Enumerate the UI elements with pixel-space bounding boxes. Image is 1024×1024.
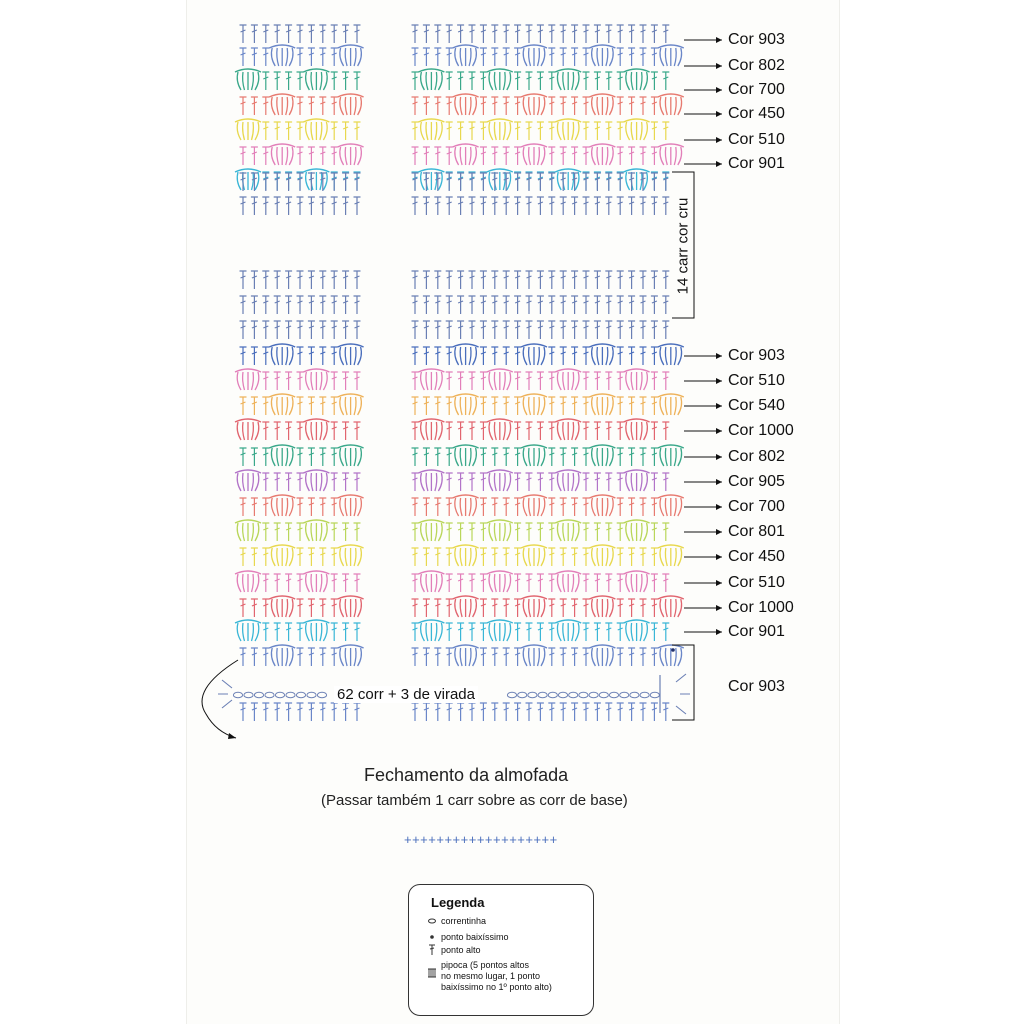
row-bottom-8 xyxy=(240,545,684,566)
label-bottom-2: Cor 540 xyxy=(728,397,785,414)
legend-item-popcorn-2: no mesmo lugar, 1 ponto xyxy=(441,971,541,981)
arrow-bottom-8-head xyxy=(716,554,722,560)
label-bottom-0: Cor 903 xyxy=(728,347,785,364)
arrow-top-2-head xyxy=(716,87,722,93)
row-top-4 xyxy=(240,144,684,165)
turn-arrow xyxy=(202,660,238,738)
label-top-0: Cor 903 xyxy=(728,31,785,48)
row-bottom-10 xyxy=(240,596,684,617)
row-bottom-9 xyxy=(235,571,669,592)
legend-item-chain: correntinha xyxy=(441,916,487,926)
legend-box xyxy=(408,884,594,1016)
row-bottom-3 xyxy=(235,419,669,440)
label-bottom-5: Cor 905 xyxy=(728,473,785,490)
legend-item-popcorn-1: pipoca (5 pontos altos xyxy=(441,960,530,970)
row-top-plain-3 xyxy=(240,197,670,215)
chain-icon xyxy=(427,915,437,927)
label-bottom-11: Cor 901 xyxy=(728,623,785,640)
arrow-top-3-head xyxy=(716,111,722,117)
label-bottom-7: Cor 801 xyxy=(728,523,785,540)
row-bottom-plain-3 xyxy=(240,321,670,339)
legend-item-double-crochet: ponto alto xyxy=(441,945,481,955)
arrow-bottom-1-head xyxy=(716,378,722,384)
label-bottom-6: Cor 700 xyxy=(728,498,785,515)
label-bottom-10: Cor 1000 xyxy=(728,599,794,616)
popcorn-icon xyxy=(427,967,437,979)
arrow-top-1-head xyxy=(716,63,722,69)
row-bottom-5 xyxy=(235,470,669,491)
label-bottom-4: Cor 802 xyxy=(728,448,785,465)
label-top-4: Cor 510 xyxy=(728,131,785,148)
legend-item-popcorn-3: baixíssimo no 1º ponto alto) xyxy=(441,982,552,992)
arrow-bottom-11-head xyxy=(716,629,722,635)
row-bottom-6 xyxy=(240,495,684,516)
side-bracket-label xyxy=(672,176,694,316)
row-bottom-plain-1 xyxy=(240,271,670,289)
arrow-bottom-10-head xyxy=(716,605,722,611)
label-top-1: Cor 802 xyxy=(728,57,785,74)
slip-stitch-icon xyxy=(427,931,437,943)
turn-arrow-head xyxy=(228,733,236,739)
arrow-bottom-4-head xyxy=(716,454,722,460)
row-bottom-11 xyxy=(235,620,669,641)
closing-row: +++++++++++++++++++ xyxy=(404,832,558,847)
arrow-bottom-2-head xyxy=(716,403,722,409)
arrow-top-4-head xyxy=(716,137,722,143)
row-bottom-7 xyxy=(235,520,669,541)
row-bottom-1 xyxy=(235,369,669,390)
label-bottom-3: Cor 1000 xyxy=(728,422,794,439)
row-bottom-4 xyxy=(240,445,684,466)
arrow-top-0-head xyxy=(716,37,722,43)
row-top-1 xyxy=(235,69,669,90)
row-bottom-2 xyxy=(240,394,684,415)
row-top-3 xyxy=(235,119,669,140)
legend-item-slip-stitch: ponto baixíssimo xyxy=(441,932,509,942)
row-bottom-0 xyxy=(240,344,684,365)
arrow-bottom-3-head xyxy=(716,428,722,434)
arrow-bottom-7-head xyxy=(716,529,722,535)
arrow-top-5-head xyxy=(716,161,722,167)
label-top-5: Cor 901 xyxy=(728,155,785,172)
row-top-plain-2 xyxy=(240,173,670,191)
page-subtitle: (Passar também 1 carr sobre as corr de base) xyxy=(321,792,628,809)
row-base-popcorn xyxy=(240,645,684,666)
label-top-3: Cor 450 xyxy=(728,105,785,122)
label-top-2: Cor 700 xyxy=(728,81,785,98)
row-top-0 xyxy=(240,45,684,66)
side-label-text: 14 carr cor cru xyxy=(674,197,692,295)
row-bottom-plain-2 xyxy=(240,296,670,314)
label-bottom-9: Cor 510 xyxy=(728,574,785,591)
page-title: Fechamento da almofada xyxy=(364,765,569,785)
chain-label: 62 corr + 3 de virada xyxy=(334,686,478,703)
arrow-bottom-5-head xyxy=(716,479,722,485)
label-base: Cor 903 xyxy=(728,678,785,695)
label-bottom-8: Cor 450 xyxy=(728,548,785,565)
arrow-bottom-0-head xyxy=(716,353,722,359)
double-crochet-icon xyxy=(427,944,437,956)
arrow-bottom-9-head xyxy=(716,580,722,586)
row-top-plain xyxy=(240,25,670,43)
legend-title: Legenda xyxy=(431,895,485,910)
row-top-2 xyxy=(240,94,684,115)
row-base-last xyxy=(240,703,670,721)
base-bracket xyxy=(672,645,694,720)
label-bottom-1: Cor 510 xyxy=(728,372,785,389)
arrow-bottom-6-head xyxy=(716,504,722,510)
